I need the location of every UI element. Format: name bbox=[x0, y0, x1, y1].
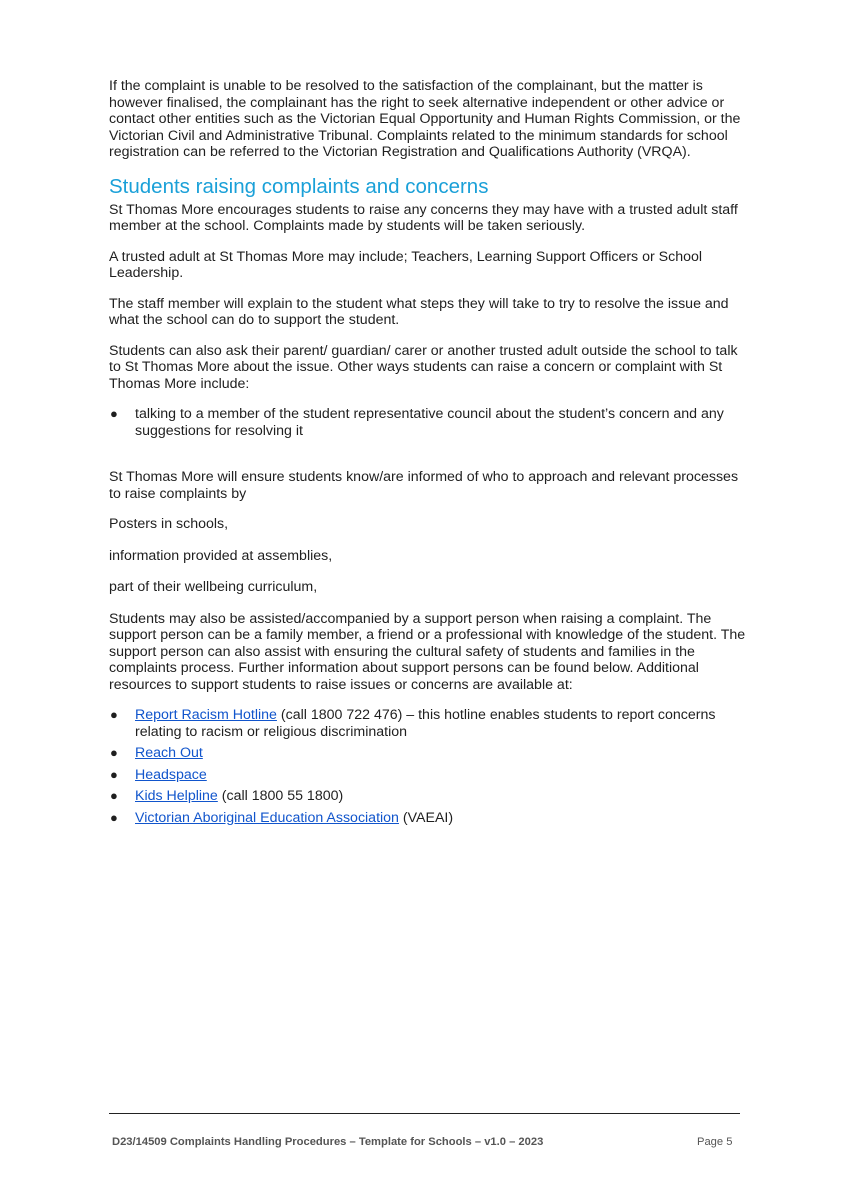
paragraph-other-ways: Students can also ask their parent/ guardian/ carer or another trusted adult outside the school to talk to St Thomas More about the issue. Other ways students can raise a concern or complaint with St Thomas More include: bbox=[109, 342, 738, 392]
footer-page-number: Page 5 bbox=[697, 1136, 733, 1148]
bullet-icon: ● bbox=[110, 766, 118, 782]
bullet-icon: ● bbox=[110, 406, 118, 421]
link-vaeai[interactable]: Victorian Aboriginal Education Association bbox=[135, 809, 399, 826]
bullet-icon: ● bbox=[110, 809, 118, 825]
link-reach-out[interactable]: Reach Out bbox=[135, 745, 203, 761]
resources-list bbox=[109, 707, 749, 826]
resource-suffix: (VAEAI) bbox=[398, 809, 454, 826]
bullet-icon: ● bbox=[110, 788, 118, 803]
footer-document-title: D23/14509 Complaints Handling Procedures – Template for Schools – v1.0 – 2023 bbox=[112, 1136, 544, 1148]
list-item bbox=[109, 745, 749, 762]
list-item bbox=[109, 406, 749, 439]
inform-item: part of their wellbeing curriculum, bbox=[109, 579, 318, 595]
list-item-text: talking to a member of the student representative council about the student’s concern and any suggestions for resolving it bbox=[135, 406, 724, 439]
resource-suffix: (call 1800 55 1800) bbox=[217, 788, 344, 804]
link-headspace[interactable]: Headspace bbox=[135, 766, 207, 783]
paragraph-trusted-adult: A trusted adult at St Thomas More may include; Teachers, Learning Support Officers or School Leadership. bbox=[109, 248, 703, 281]
link-report-racism-hotline[interactable]: Report Racism Hotline bbox=[135, 707, 277, 723]
list-item bbox=[109, 767, 749, 784]
footer-divider bbox=[109, 1113, 740, 1114]
paragraph-support-person: Students may also be assisted/accompanied by a support person when raising a complaint. The support person can be a family member, a friend or a professional with knowledge of the student. The support person can also assist with ensuring the cultural safety of students and families in the complaints process. Further information about support persons can be found below. Additional resources to support students to raise issues or concerns are available at: bbox=[109, 610, 746, 693]
link-kids-helpline[interactable]: Kids Helpline bbox=[135, 788, 218, 804]
document-body bbox=[109, 78, 749, 840]
bullet-icon: ● bbox=[110, 707, 118, 722]
inform-item: information provided at assemblies, bbox=[109, 547, 333, 564]
list-item bbox=[109, 707, 749, 740]
list-item bbox=[109, 810, 749, 827]
paragraph-inform: St Thomas More will ensure students know/are informed of who to approach and relevant processes to raise complaints by bbox=[109, 469, 739, 502]
intro-paragraph: If the complaint is unable to be resolved to the satisfaction of the complainant, but the matter is however finalised, the complainant has the right to seek alternative independent or other advice or contact other entities such as the Victorian Equal Opportunity and Human Rights Commission, or the Victorian Civil and Administrative Tribunal. Complaints related to the minimum standards for school registration can be referred to the Victorian Registration and Qualifications Authority (VRQA). bbox=[109, 78, 741, 160]
bullet-icon: ● bbox=[110, 745, 118, 760]
paragraph-staff-explain: The staff member will explain to the student what steps they will take to try to resolve the issue and what the school can do to support the student. bbox=[109, 295, 729, 328]
ways-list bbox=[109, 406, 749, 439]
list-item bbox=[109, 788, 749, 805]
inform-item: Posters in schools, bbox=[109, 516, 229, 532]
resource-suffix: (call 1800 722 476) – this hotline enables students to report concerns relating to racism or religious discrimination bbox=[135, 707, 716, 740]
paragraph-encourage: St Thomas More encourages students to raise any concerns they may have with a trusted adult staff member at the school. Complaints made by students will be taken seriously. bbox=[109, 201, 738, 234]
section-heading: Students raising complaints and concerns bbox=[109, 174, 489, 198]
